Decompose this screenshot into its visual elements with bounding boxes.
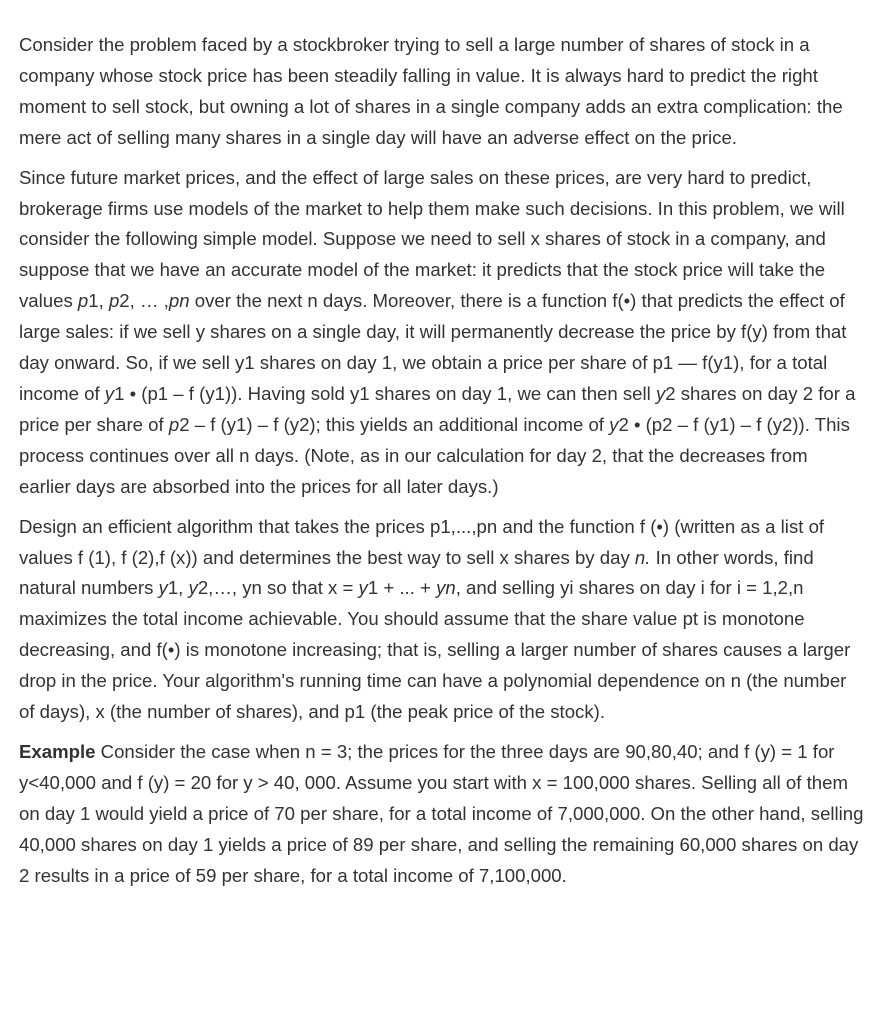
example-label: Example: [19, 740, 96, 762]
paragraph-intro: Consider the problem faced by a stockbroker trying to sell a large number of shares of stock in a company whose stock price has been steadily falling in value. It is always hard to predict the right moment to sell stock, but owning a lot of shares in a single company adds an extra complication: the mere act of selling many shares in a single day will have an adverse effect on the price.: [19, 34, 843, 148]
paragraph-task: Design an efficient algorithm that takes the prices p1,...,pn and the function f (•) (written as a list of values f (1), f (2),f (x)) and determines the best way to sell x shares by day n. In other words, find natural numbers y1, y2,…, yn so that x = y1 + ... + yn, and selling yi shares on day i for i = 1,2,n maximizes the total income achievable. You should assume that the share value pt is monotone decreasing, and f(•) is monotone increasing; that is, selling a larger number of shares causes a larger drop in the price. Your algorithm's running time can have a polynomial dependence on n (the number of days), x (the number of shares), and p1 (the peak price of the stock).: [19, 515, 851, 723]
paragraph-model: Since future market prices, and the effect of large sales on these prices, are very hard to predict, brokerage firms use models of the market to help them make such decisions. In this problem, we will consider the following simple model. Suppose we need to sell x shares of stock in a company, and suppose that we have an accurate model of the market: it predicts that the stock price will take the values p1, p2, … ,pn over the next n days. Moreover, there is a function f(•) that predicts the effect of large sales: if we sell y shares on a single day, it will permanently decrease the price by f(y) from that day onward. So, if we sell y1 shares on day 1, we obtain a price per share of p1 — f(y1), for a total income of y1 • (p1 – f (y1)). Having sold y1 shares on day 1, we can then sell y2 shares on day 2 for a price per share of p2 – f (y1) – f (y2); this yields an additional income of y2 • (p2 – f (y1) – f (y2)). This process continues over all n days. (Note, as in our calculation for day 2, that the decreases from earlier days are absorbed into the prices for all later days.): [19, 166, 856, 497]
problem-statement: [19, 30, 864, 900]
paragraph-example: Example Consider the case when n = 3; the prices for the three days are 90,80,40; and f (y) = 1 for y<40,000 and f (y) = 20 for y > 40, 000. Assume you start with x = 100,000 shares. Selling all of them on day 1 would yield a price of 70 per share, for a total income of 7,000,000. On the other hand, selling 40,000 shares on day 1 yields a price of 89 per share, and selling the remaining 60,000 shares on day 2 results in a price of 59 per share, for a total income of 7,100,000.: [19, 740, 864, 886]
